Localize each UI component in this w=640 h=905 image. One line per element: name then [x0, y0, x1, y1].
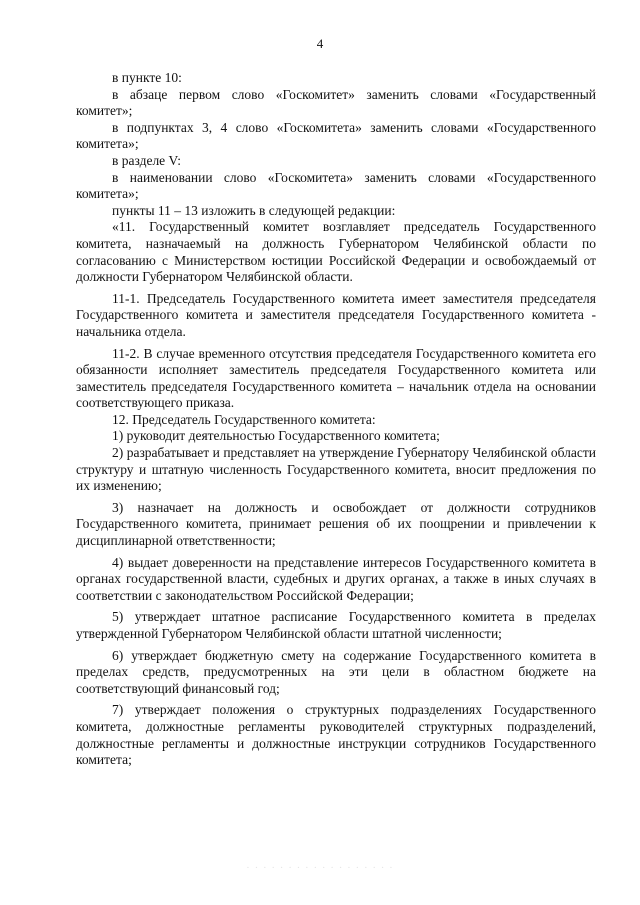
page-number: 4 — [316, 36, 324, 51]
paragraph: 1) руководит деятельностью Государственного комитета; — [112, 428, 440, 444]
paragraph: 4) выдает доверенности на представление интересов Государственного комитета в органах государственной власти, судебных и других органах, а также в иных случаях в соответствии с законодательством Российской Федерации; — [76, 554, 596, 603]
footer-watermark: · · · · · · · · · · · · · · · · · · — [246, 862, 394, 874]
document-body — [76, 70, 596, 769]
paragraph: 12. Председатель Государственного комитета: — [112, 411, 376, 427]
paragraph: в наименовании слово «Госкомитета» заменить словами «Государственного комитета»; — [76, 169, 596, 202]
paragraph: 11-1. Председатель Государственного комитета имеет заместителя председателя Государственного комитета и заместителя председателя Государственного комитета - начальника отдела. — [76, 290, 596, 339]
paragraph: 3) назначает на должность и освобождает от должности сотрудников Государственного комитета, принимает решения об их поощрении и привлечении к дисциплинарной ответственности; — [76, 499, 596, 549]
paragraph: 2) разрабатывает и представляет на утверждение Губернатору Челябинской области структуру и штатную численность Государственного комитета, вносит предложения по их изменению; — [76, 445, 596, 494]
paragraph: в пункте 10: — [112, 70, 182, 85]
paragraph: «11. Государственный комитет возглавляет председатель Государственного комитета, назначаемый на должность Губернатором Челябинской области по согласованию с Министерством юстиции Российской Федерации и освобождаемый от должности Губернатором Челябинской области. — [76, 219, 596, 285]
paragraph: пункты 11 – 13 изложить в следующей редакции: — [112, 202, 396, 218]
paragraph: 6) утверждает бюджетную смету на содержание Государственного комитета в пределах средств, предусмотренных на эти цели в областном бюджете на соответствующий финансовый год; — [76, 647, 596, 696]
paragraph: 5) утверждает штатное расписание Государственного комитета в пределах утвержденной Губернатором Челябинской области штатной численности; — [76, 609, 596, 641]
paragraph: в разделе V: — [112, 152, 182, 168]
paragraph: в абзаце первом слово «Госкомитет» заменить словами «Государственный комитет»; — [76, 86, 596, 119]
paragraph: в подпунктах 3, 4 слово «Госкомитета» заменить словами «Государственного комитета»; — [76, 119, 596, 152]
paragraph: 7) утверждает положения о структурных подразделениях Государственного комитета, должностные регламенты руководителей структурных подразделений, должностные регламенты и должностные инструкции сотрудников Государственного комитета; — [76, 702, 596, 768]
paragraph: 11-2. В случае временного отсутствия председателя Государственного комитета его обязанности исполняет заместитель председателя Государственного комитета или заместитель председателя Государственного комитета – начальник отдела на основании соответствующего приказа. — [76, 345, 596, 411]
